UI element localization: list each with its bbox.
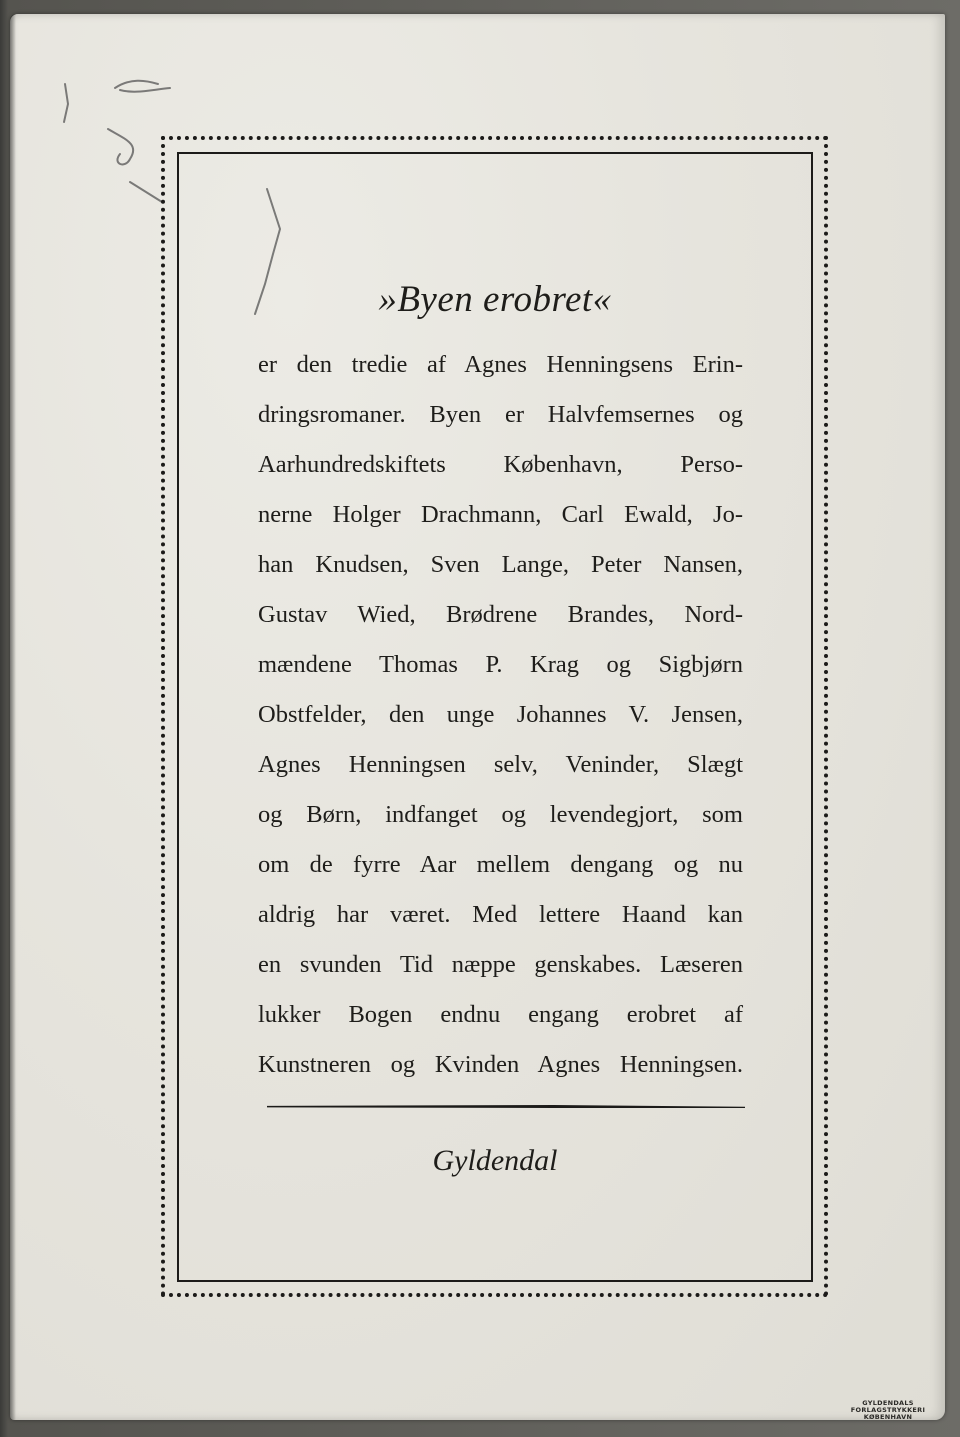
blurb-text xyxy=(258,340,743,1090)
blurb-line: og Børn, indfanget og levendegjort, som xyxy=(258,801,743,828)
blurb-line: mændene Thomas P. Krag og Sigbjørn xyxy=(258,651,743,678)
blurb-line: dringsromaner. Byen er Halvfemsernes og xyxy=(258,401,743,428)
divider-rule xyxy=(267,1105,745,1108)
book-title: »Byen erobret« xyxy=(378,279,612,320)
inner-border-frame xyxy=(177,152,813,1282)
book-back-cover xyxy=(10,14,945,1420)
imprint-line: GYLDENDALS xyxy=(862,1399,914,1407)
blurb-line: nerne Holger Drachmann, Carl Ewald, Jo- xyxy=(258,501,743,528)
printer-imprint xyxy=(842,1400,934,1421)
blurb-line: Agnes Henningsen selv, Veninder, Slægt xyxy=(258,751,743,778)
blurb-line: aldrig har været. Med lettere Haand kan xyxy=(258,901,743,928)
blurb-line: Obstfelder, den unge Johannes V. Jensen, xyxy=(258,701,743,728)
blurb-line: en svunden Tid næppe genskabes. Læseren xyxy=(258,951,743,978)
blurb-line: om de fyrre Aar mellem dengang og nu xyxy=(258,851,743,878)
blurb-line: Aarhundredskiftets København, Perso- xyxy=(258,451,743,478)
publisher-name: Gyldendal xyxy=(432,1144,558,1177)
blurb-line: lukker Bogen endnu engang erobret af xyxy=(258,1001,743,1028)
blurb-line: er den tredie af Agnes Henningsens Erin- xyxy=(258,351,743,378)
blurb-line: Gustav Wied, Brødrene Brandes, Nord- xyxy=(258,601,743,628)
spine-shadow xyxy=(10,14,16,1420)
blurb-line: han Knudsen, Sven Lange, Peter Nansen, xyxy=(258,551,743,578)
imprint-line: KØBENHAVN xyxy=(863,1413,913,1421)
imprint-line: FORLAGSTRYKKERI xyxy=(850,1406,926,1414)
blurb-line: Kunstneren og Kvinden Agnes Henningsen. xyxy=(258,1051,743,1078)
